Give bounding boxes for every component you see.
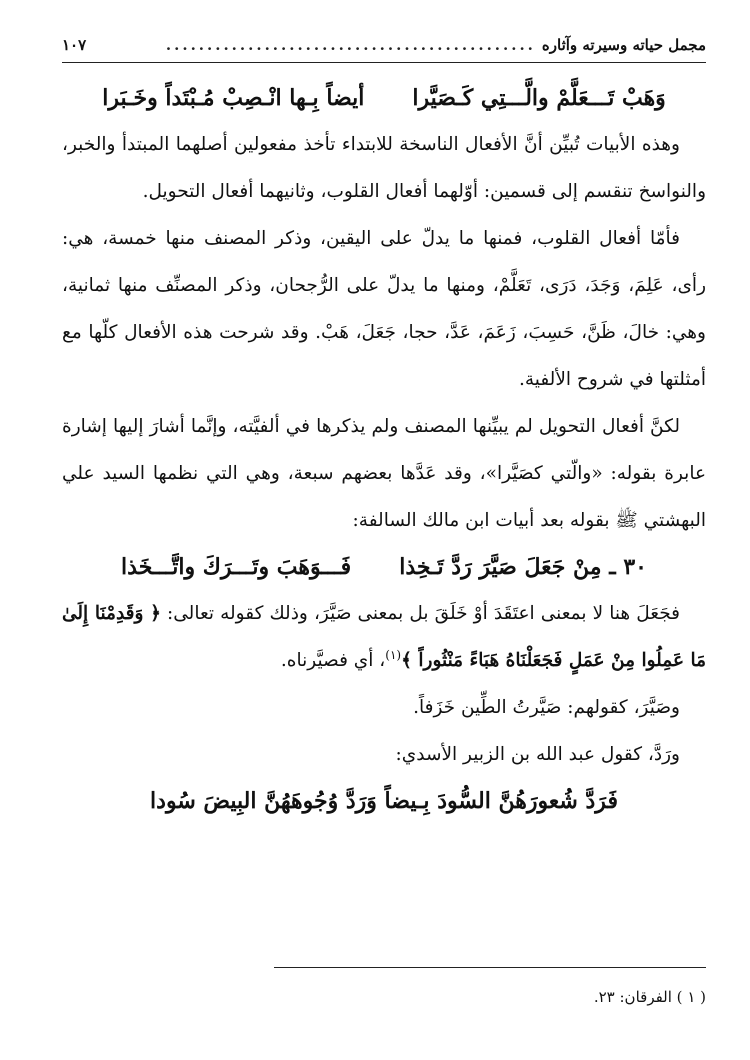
paragraph-2: فأمّا أفعال القلوب، فمنها ما يدلّ على اليقين، وذكر المصنف منها خمسة، هي: رأى، عَلِمَ، وَجَدَ، دَرَى، تَعَلَّمْ، ومنها ما يدلّ على الرُّجحان، وذكر المصنِّف منها ثمانية، وهي: خالَ، ظَنَّ، حَسِبَ، زَعَمَ، عَدَّ، حجا، جَعَلَ، هَبْ. وقد شرحت هذه الأفعال كلّها مع أمثلتها في شروح الألفية. — [62, 228, 706, 390]
line-sayyara: وصَيَّرَ، كقولهم: صَيَّرتُ الطِّين خَزَفاً. — [413, 697, 680, 718]
page-body — [62, 75, 706, 824]
verse-line-3 — [62, 778, 706, 824]
verse-2-hemistich-left: فَـــوَهَبَ وتَـــرَكَ واتَّـــخَذا — [121, 554, 352, 580]
running-header — [62, 30, 706, 60]
paragraph-1: وهذه الأبيات تُبيِّن أنَّ الأفعال الناسخة للابتداء تأخذ مفعولين أصلهما المبتدأ والخبر، والنواسخ تنقسم إلى قسمين: أوّلهما أفعال القلوب، وثانيهما أفعال التحويل. — [62, 134, 706, 202]
paragraph-4-tail: ، أي فصيَّرناه. — [280, 650, 386, 671]
verse-2-hemistich-right: ٣٠ ـ مِنْ جَعَلَ صَيَّرَ رَدَّ تَـخِذا — [399, 554, 647, 580]
footnote: ( ١ ) الفرقان: ٢٣. — [593, 988, 706, 1006]
verse-1-hemistich-left: أيضاً بِـها انْـصِبْ مُـبْتَداً وخَـبَرا — [102, 85, 365, 111]
header-dot-leader: ............................................. — [165, 36, 536, 54]
paragraph-3: لكنَّ أفعال التحويل لم يبيِّنها المصنف ولم يذكرها في ألفيَّته، وإنَّما أشارَ إليها إشارة عابرة بقوله: «والّتي كصَيَّرا»، وقد عَدَّها بعضهم سبعة، وهي التي نظمها السيد علي البهشتي ﷺ بقوله بعد أبيات ابن مالك السالفة: — [62, 416, 706, 531]
footnote-rule — [274, 967, 706, 968]
verse-1-hemistich-right: وَهَبْ تَـــعَلَّمْ والَّـــتِي كَـصَيَّرا — [412, 85, 666, 111]
running-title: مجمل حياته وسيرته وآثاره — [541, 36, 706, 54]
paragraph-4-intro: فجَعَلَ هنا لا بمعنى اعتَقَدَ أوْ خَلَقَ بل بمعنى صَيَّرَ، وذلك كقوله تعالى: — [167, 603, 680, 624]
paragraph-4 — [62, 590, 706, 684]
verse-line-2 — [62, 544, 706, 590]
verse-3-text: فَرَدَّ شُعورَهُنَّ السُّودَ بِـيضاً وَرَدَّ وُجُوهَهُنَّ البِيضَ سُودا — [150, 788, 618, 814]
verse-line-1 — [62, 75, 706, 121]
footnote-marker[interactable]: (١) — [385, 647, 402, 662]
line-radda: ورَدَّ، كقول عبد الله بن الزبير الأسدي: — [395, 744, 680, 765]
page-number: ١٠٧ — [62, 36, 87, 54]
header-rule — [62, 62, 706, 63]
quran-quote: ﴿ وَقَدِمْنَا إِلَىٰ مَا عَمِلُوا مِنْ عَمَلٍ فَجَعَلْنَاهُ هَبَاءً مَنْثُوراً ﴾ — [62, 603, 706, 671]
